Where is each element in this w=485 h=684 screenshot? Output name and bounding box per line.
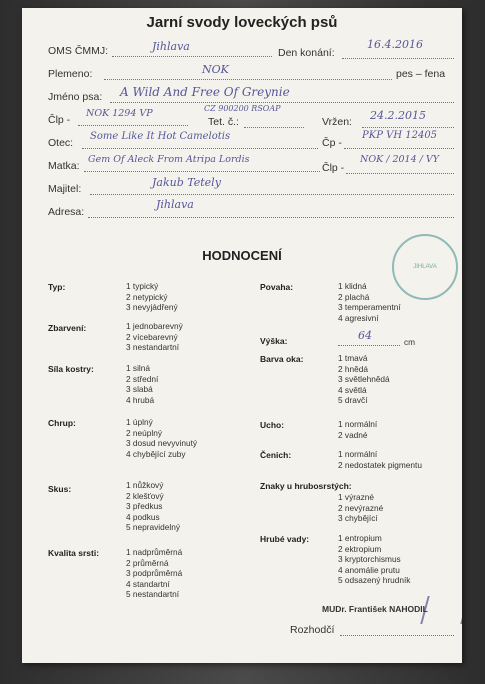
option: 3 nestandartní bbox=[126, 342, 180, 352]
option: 2 vícebarevný bbox=[126, 331, 178, 342]
option: 2 průměrná bbox=[126, 557, 169, 568]
matka-clp-label: Člp - bbox=[322, 162, 345, 174]
vyska-line bbox=[338, 345, 400, 346]
options-sila-kostry bbox=[126, 363, 158, 405]
matka-value: Gem Of Aleck From Atripa Lordis bbox=[88, 154, 250, 165]
option: 1 typický bbox=[126, 281, 159, 291]
options-kvalita-srsti bbox=[126, 547, 182, 600]
oms-value: Jihlava bbox=[152, 40, 190, 53]
options-typ bbox=[126, 281, 178, 313]
option: 2 klešťový bbox=[126, 490, 164, 501]
plemeno-label: Plemeno: bbox=[48, 68, 93, 80]
option: 1 entropium bbox=[338, 533, 382, 543]
options-chrup bbox=[126, 417, 197, 459]
jmeno-label: Jméno psa: bbox=[48, 91, 103, 103]
oms-label: OMS ČMMJ: bbox=[48, 45, 109, 57]
option: 1 úplný bbox=[126, 417, 153, 427]
option: 4 agresivní bbox=[338, 312, 379, 323]
option: 1 klidná bbox=[338, 281, 367, 291]
hodnoceni-heading: HODNOCENÍ bbox=[202, 248, 282, 263]
option: 1 normální bbox=[338, 419, 378, 429]
category-zbarveni: Zbarvení: bbox=[48, 323, 87, 333]
clp-value: NOK 1294 VP bbox=[86, 108, 153, 119]
option: 3 slabá bbox=[126, 384, 153, 394]
adresa-label: Adresa: bbox=[48, 206, 85, 218]
rozhodci-label: Rozhodčí bbox=[290, 624, 335, 636]
option: 4 anomálie prutu bbox=[338, 564, 400, 575]
den-line bbox=[342, 58, 454, 59]
otec-clp-value: PKP VH 12405 bbox=[362, 130, 438, 141]
option: 3 kryptorchismus bbox=[338, 554, 401, 564]
options-znaky-hrubosrstych bbox=[338, 492, 383, 524]
vyska-value: 64 bbox=[358, 329, 372, 342]
option: 4 chybějící zuby bbox=[126, 448, 186, 459]
category-cenich: Čenich: bbox=[260, 450, 292, 460]
option: 1 tmavá bbox=[338, 353, 368, 363]
jmeno-value: A Wild And Free Of Greynie bbox=[120, 85, 290, 99]
option: 2 hnědá bbox=[338, 363, 368, 374]
document-sheet bbox=[22, 8, 462, 663]
category-povaha: Povaha: bbox=[260, 282, 294, 292]
category-kvalita-srsti: Kvalita srsti: bbox=[48, 548, 100, 558]
category-typ: Typ: bbox=[48, 282, 66, 292]
adresa-value: Jihlava bbox=[156, 198, 194, 211]
option: 5 nestandartní bbox=[126, 589, 180, 599]
vrzen-line bbox=[362, 127, 454, 128]
matka-clp-value: NOK / 2014 / VY bbox=[360, 154, 439, 165]
option: 3 nevyjádřený bbox=[126, 302, 178, 312]
option: 3 temperamentní bbox=[338, 302, 401, 312]
majitel-line bbox=[90, 194, 454, 195]
option: 2 nevýrazné bbox=[338, 502, 384, 513]
otec-clp-label: Čp - bbox=[322, 137, 342, 149]
clp-line bbox=[78, 125, 188, 126]
otec-line bbox=[82, 148, 318, 149]
oms-line bbox=[112, 56, 272, 57]
category-znaky-hrubosrstych: Znaky u hrubosrstých: bbox=[260, 481, 352, 491]
category-chrup: Chrup: bbox=[48, 418, 76, 428]
option: 5 nepravidelný bbox=[126, 522, 180, 532]
options-ucho bbox=[338, 419, 377, 440]
category-ucho: Ucho: bbox=[260, 420, 285, 430]
option: 1 nadprůměrná bbox=[126, 547, 183, 557]
option: 1 nůžkový bbox=[126, 480, 164, 490]
options-zbarveni bbox=[126, 321, 183, 353]
option: 5 odsazený hrudník bbox=[338, 575, 411, 585]
option: 3 chybějící bbox=[338, 513, 378, 523]
tet-label: Tet. č.: bbox=[208, 116, 239, 128]
den-label: Den konání: bbox=[278, 47, 335, 59]
option: 1 silná bbox=[126, 363, 150, 373]
jmeno-line bbox=[110, 102, 454, 103]
category-skus: Skus: bbox=[48, 484, 72, 494]
option: 1 výrazné bbox=[338, 492, 374, 502]
options-barva-oka bbox=[338, 353, 390, 406]
option: 4 standartní bbox=[126, 578, 170, 589]
option: 4 podkus bbox=[126, 511, 160, 522]
plemeno-line bbox=[104, 79, 392, 80]
document-title: Jarní svody loveckých psů bbox=[146, 14, 338, 31]
vrzen-label: Vržen: bbox=[322, 116, 352, 128]
category-sila-kostry: Síla kostry: bbox=[48, 364, 94, 374]
category-vyska: Výška: bbox=[260, 336, 288, 346]
matka-clp-line bbox=[346, 173, 454, 174]
options-skus bbox=[126, 480, 180, 533]
tet-value: CZ 900200 RSOAP bbox=[204, 104, 281, 113]
options-cenich bbox=[338, 449, 422, 470]
option: 3 předkus bbox=[126, 501, 163, 511]
options-povaha bbox=[338, 281, 401, 323]
category-barva-oka: Barva oka: bbox=[260, 354, 304, 364]
adresa-line bbox=[88, 217, 454, 218]
vrzen-value: 24.2.2015 bbox=[370, 109, 426, 122]
signature-name: MUDr. František NAHODIL bbox=[322, 604, 428, 614]
matka-line bbox=[84, 171, 320, 172]
vyska-unit: cm bbox=[404, 337, 416, 347]
majitel-label: Majitel: bbox=[48, 183, 82, 195]
option: 2 vadné bbox=[338, 429, 368, 440]
clp-label: Člp - bbox=[48, 114, 71, 126]
matka-label: Matka: bbox=[48, 160, 80, 172]
majitel-value: Jakub Tetely bbox=[152, 176, 221, 189]
rozhodci-line bbox=[340, 635, 454, 636]
official-stamp bbox=[392, 234, 458, 300]
option: 3 dosud nevyvinutý bbox=[126, 438, 198, 448]
option: 2 střední bbox=[126, 373, 159, 384]
option: 1 jednobarevný bbox=[126, 321, 183, 331]
option: 4 hrubá bbox=[126, 394, 155, 405]
option: 3 světlehnědá bbox=[338, 374, 390, 384]
otec-value: Some Like It Hot Camelotis bbox=[90, 131, 231, 142]
option: 1 normální bbox=[338, 449, 378, 459]
plemeno-value: NOK bbox=[202, 63, 229, 76]
otec-label: Otec: bbox=[48, 137, 74, 149]
den-value: 16.4.2016 bbox=[367, 38, 423, 51]
option: 4 světlá bbox=[338, 384, 367, 395]
option: 2 ektropium bbox=[338, 543, 382, 554]
stamp-text: JIHLAVA bbox=[413, 264, 437, 270]
otec-clp-line bbox=[344, 148, 454, 149]
options-hrube-vady bbox=[338, 533, 410, 586]
option: 2 plachá bbox=[338, 291, 370, 302]
option: 2 neúplný bbox=[126, 427, 162, 438]
pes-fena-label: pes – fena bbox=[396, 68, 446, 80]
option: 2 nedostatek pigmentu bbox=[338, 459, 422, 470]
category-hrube-vady: Hrubé vady: bbox=[260, 534, 310, 544]
option: 3 podprůměrná bbox=[126, 568, 183, 578]
tet-line bbox=[244, 127, 304, 128]
option: 5 dravčí bbox=[338, 395, 368, 405]
option: 2 netypický bbox=[126, 291, 168, 302]
